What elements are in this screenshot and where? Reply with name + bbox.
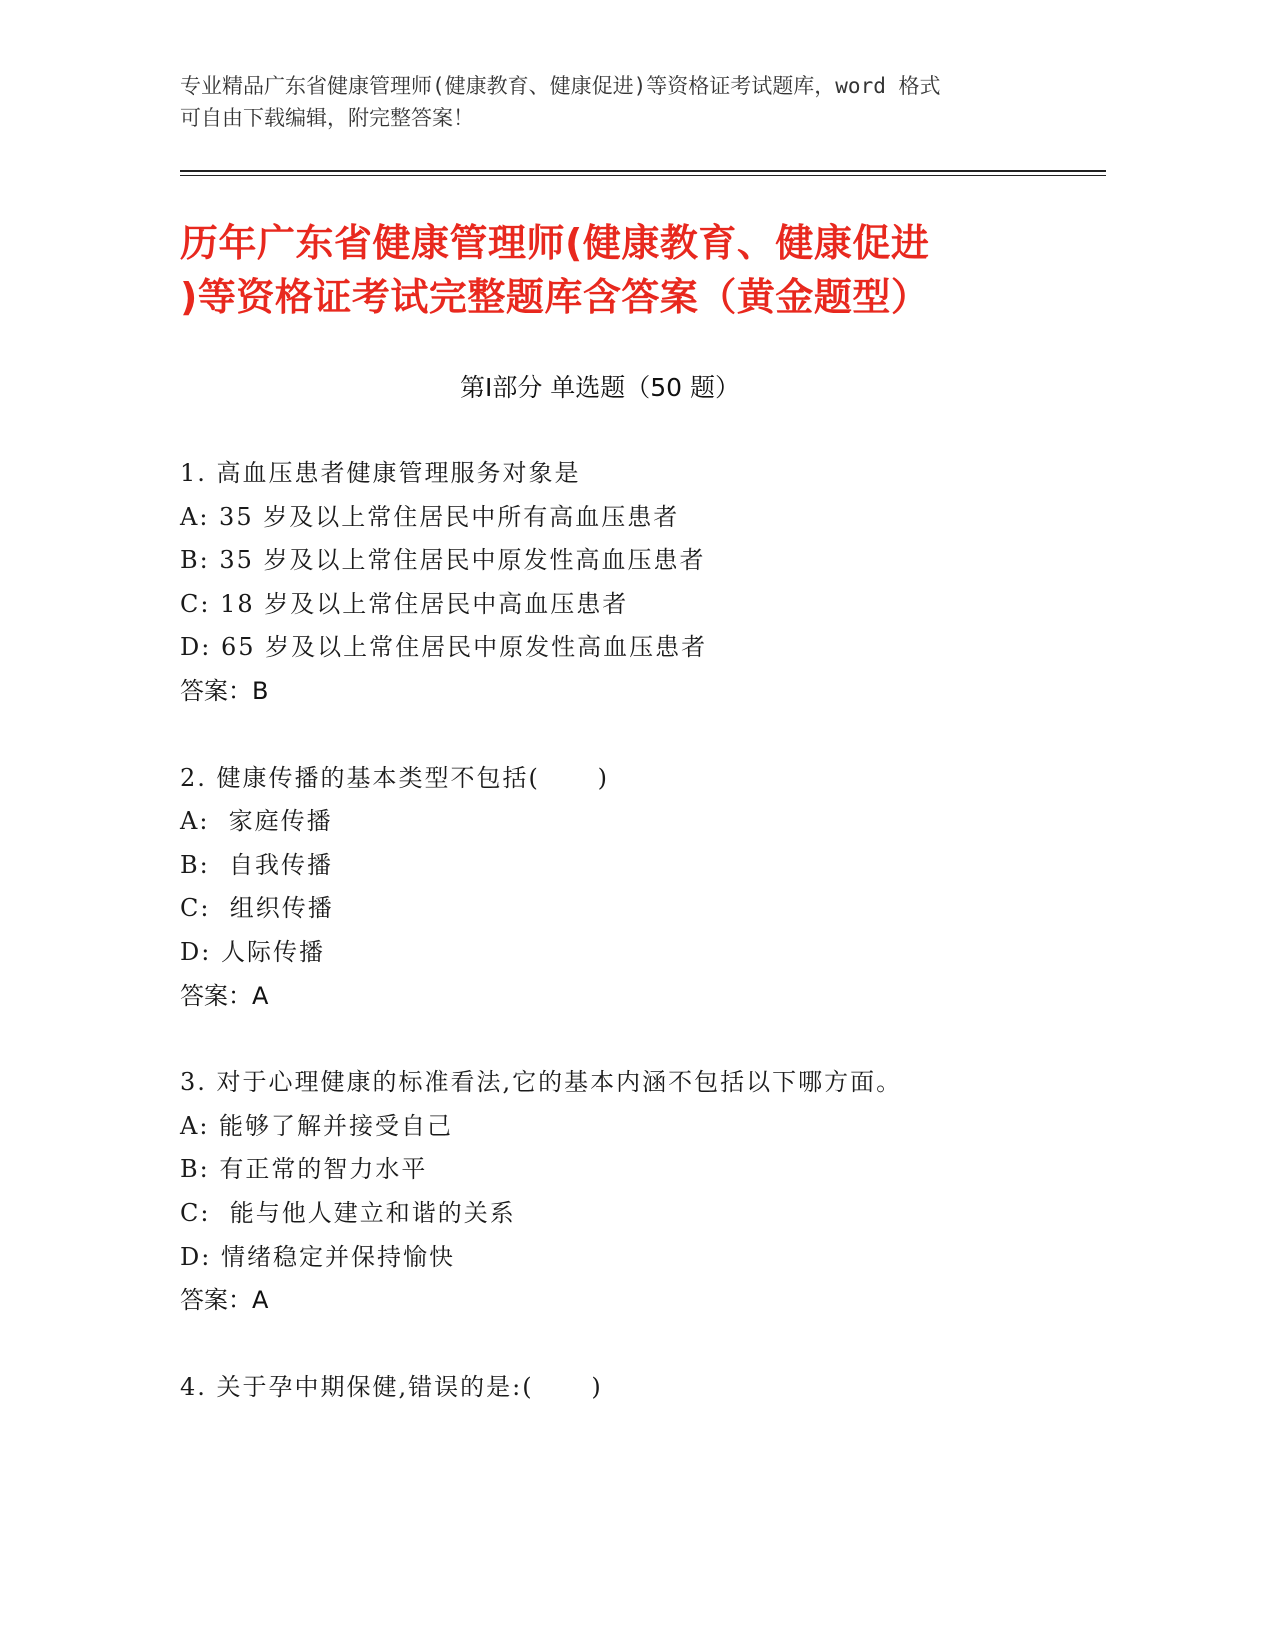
question-list (180, 452, 1080, 1452)
header-note-line-2: 可自由下载编辑，附完整答案！ (180, 106, 474, 130)
header-note (180, 70, 1040, 134)
answer: 答案：B (180, 676, 269, 705)
question-2 (180, 757, 1080, 1019)
question-3 (180, 1061, 1080, 1323)
option-b: B: 自我传播 (180, 850, 333, 879)
section-heading: 第Ⅰ部分 单选题（50 题） (459, 373, 741, 402)
option-d: D: 65 岁及以上常住居民中原发性高血压患者 (180, 633, 708, 662)
option-c: C: 组织传播 (180, 894, 334, 923)
option-a: A: 35 岁及以上常住居民中所有高血压患者 (180, 502, 680, 531)
question-stem: 3. 对于心理健康的标准看法,它的基本内涵不包括以下哪方面。 (180, 1068, 903, 1097)
question-1 (180, 452, 1080, 714)
option-c: C: 能与他人建立和谐的关系 (180, 1198, 516, 1227)
question-stem: 4. 关于孕中期保健,错误的是:( ) (180, 1372, 603, 1401)
header-note-line-1: 专业精品广东省健康管理师(健康教育、健康促进)等资格证考试题库，word 格式 (180, 74, 941, 98)
option-b: B: 35 岁及以上常住居民中原发性高血压患者 (180, 546, 706, 575)
option-d: D: 人际传播 (180, 937, 325, 966)
header-divider-thick (180, 170, 1106, 172)
answer: 答案：A (180, 1286, 269, 1315)
option-d: D: 情绪稳定并保持愉快 (180, 1242, 455, 1271)
header-divider-thin (180, 175, 1106, 176)
question-stem: 1. 高血压患者健康管理服务对象是 (180, 459, 581, 487)
document-title-line-1: 历年广东省健康管理师(健康教育、健康促进 (180, 221, 930, 265)
document-title-line-2: )等资格证考试完整题库含答案（黄金题型） (180, 275, 930, 319)
answer: 答案：A (180, 981, 269, 1010)
question-4 (180, 1366, 1080, 1410)
option-a: A: 家庭传播 (180, 807, 333, 836)
option-c: C: 18 岁及以上常住居民中高血压患者 (180, 589, 629, 618)
option-b: B: 有正常的智力水平 (180, 1155, 428, 1184)
document-title (180, 216, 1080, 324)
question-stem: 2. 健康传播的基本类型不包括( ) (180, 763, 610, 792)
option-a: A: 能够了解并接受自己 (180, 1111, 454, 1140)
